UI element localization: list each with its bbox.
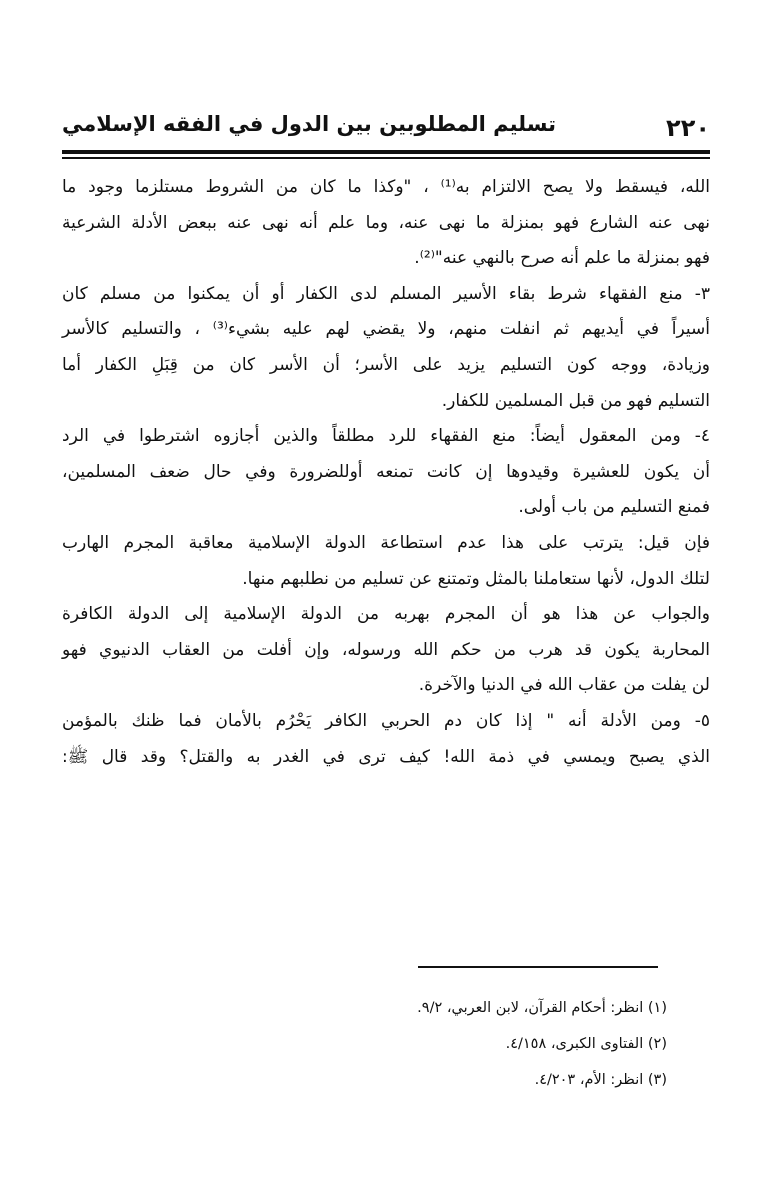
body-line: لتلك الدول، لأنها ستعاملنا بالمثل وتمتنع عن تسليم من نطلبهم منها. xyxy=(242,568,710,589)
body-line: لن يفلت من عقاب الله في الدنيا والآخرة. xyxy=(418,675,710,696)
body-line: الذي يصبح ويمسي في ذمة الله! كيف ترى في الغدر به والقتل؟ وقد قال ﷺ: xyxy=(62,746,710,767)
header-rule-thick xyxy=(62,150,710,154)
body-line: أن يكون للعشيرة وقيدوها إن كانت تمنعه أوللضرورة وفي حال ضعف المسلمين، xyxy=(62,461,710,482)
body-line: ٤- ومن المعقول أيضاً: منع الفقهاء للرد مطلقاً والذين أجازوه اشترطوا في الرد xyxy=(62,426,710,447)
body-line: فهو بمنزلة ما علم أنه صرح بالنهي عنه"⁽²⁾. xyxy=(414,248,710,269)
running-title: تسليم المطلوبين بين الدول في الفقه الإسلامي xyxy=(62,112,557,136)
page-header xyxy=(62,108,710,152)
body-line: نهى عنه الشارع فهو بمنزلة ما نهى عنه، وما علم أنه نهى عنه ببعض الأدلة الشرعية xyxy=(62,212,710,233)
footnotes xyxy=(62,990,667,1098)
body-line: ٣- منع الفقهاء شرط بقاء الأسير المسلم لدى الكفار أو أن يمكنوا من مسلم كان xyxy=(62,283,710,304)
header-rule-thin xyxy=(62,157,710,159)
body-text xyxy=(62,170,710,775)
footnote-separator xyxy=(418,966,658,968)
page-number: ٢٢٠ xyxy=(666,114,710,142)
body-line: أسيراً في أيديهم ثم انفلت منهم، ولا يقضي لهم عليه بشيء⁽³⁾ ، والتسليم كالأسر xyxy=(62,319,710,340)
body-line: الله، فيسقط ولا يصح الالتزام به⁽¹⁾ ، "وكذا ما كان من الشروط مستلزما وجود ما xyxy=(62,177,710,197)
body-line: فإن قيل: يترتب على هذا عدم استطاعة الدولة الإسلامية معاقبة المجرم الهارب xyxy=(62,532,710,553)
footnote-1: (١) انظر: أحكام القرآن، لابن العربي، ٩/٢. xyxy=(417,1000,667,1016)
body-line: وزيادة، ووجه كون التسليم يزيد على الأسر؛ أن الأسر كان من قِبَلِ الكفار أما xyxy=(62,354,710,375)
body-line: المحاربة يكون قد هرب من حكم الله ورسوله، وإن أفلت من العقاب الدنيوي فهو xyxy=(62,639,710,660)
body-line: التسليم فهو من قبل المسلمين للكفار. xyxy=(441,390,710,411)
body-line: والجواب عن هذا هو أن المجرم بهربه من الدولة الإسلامية إلى الدولة الكافرة xyxy=(62,604,710,625)
footnote-3: (٣) انظر: الأم، ٤/٢٠٣. xyxy=(534,1072,667,1088)
body-line: فمنع التسليم من باب أولى. xyxy=(518,497,710,518)
body-line: ٥- ومن الأدلة أنه " إذا كان دم الحربي الكافر يَحْرُم بالأمان فما ظنك بالمؤمن xyxy=(62,710,710,731)
footnote-2: (٢) الفتاوى الكبرى، ٤/١٥٨. xyxy=(505,1036,667,1052)
